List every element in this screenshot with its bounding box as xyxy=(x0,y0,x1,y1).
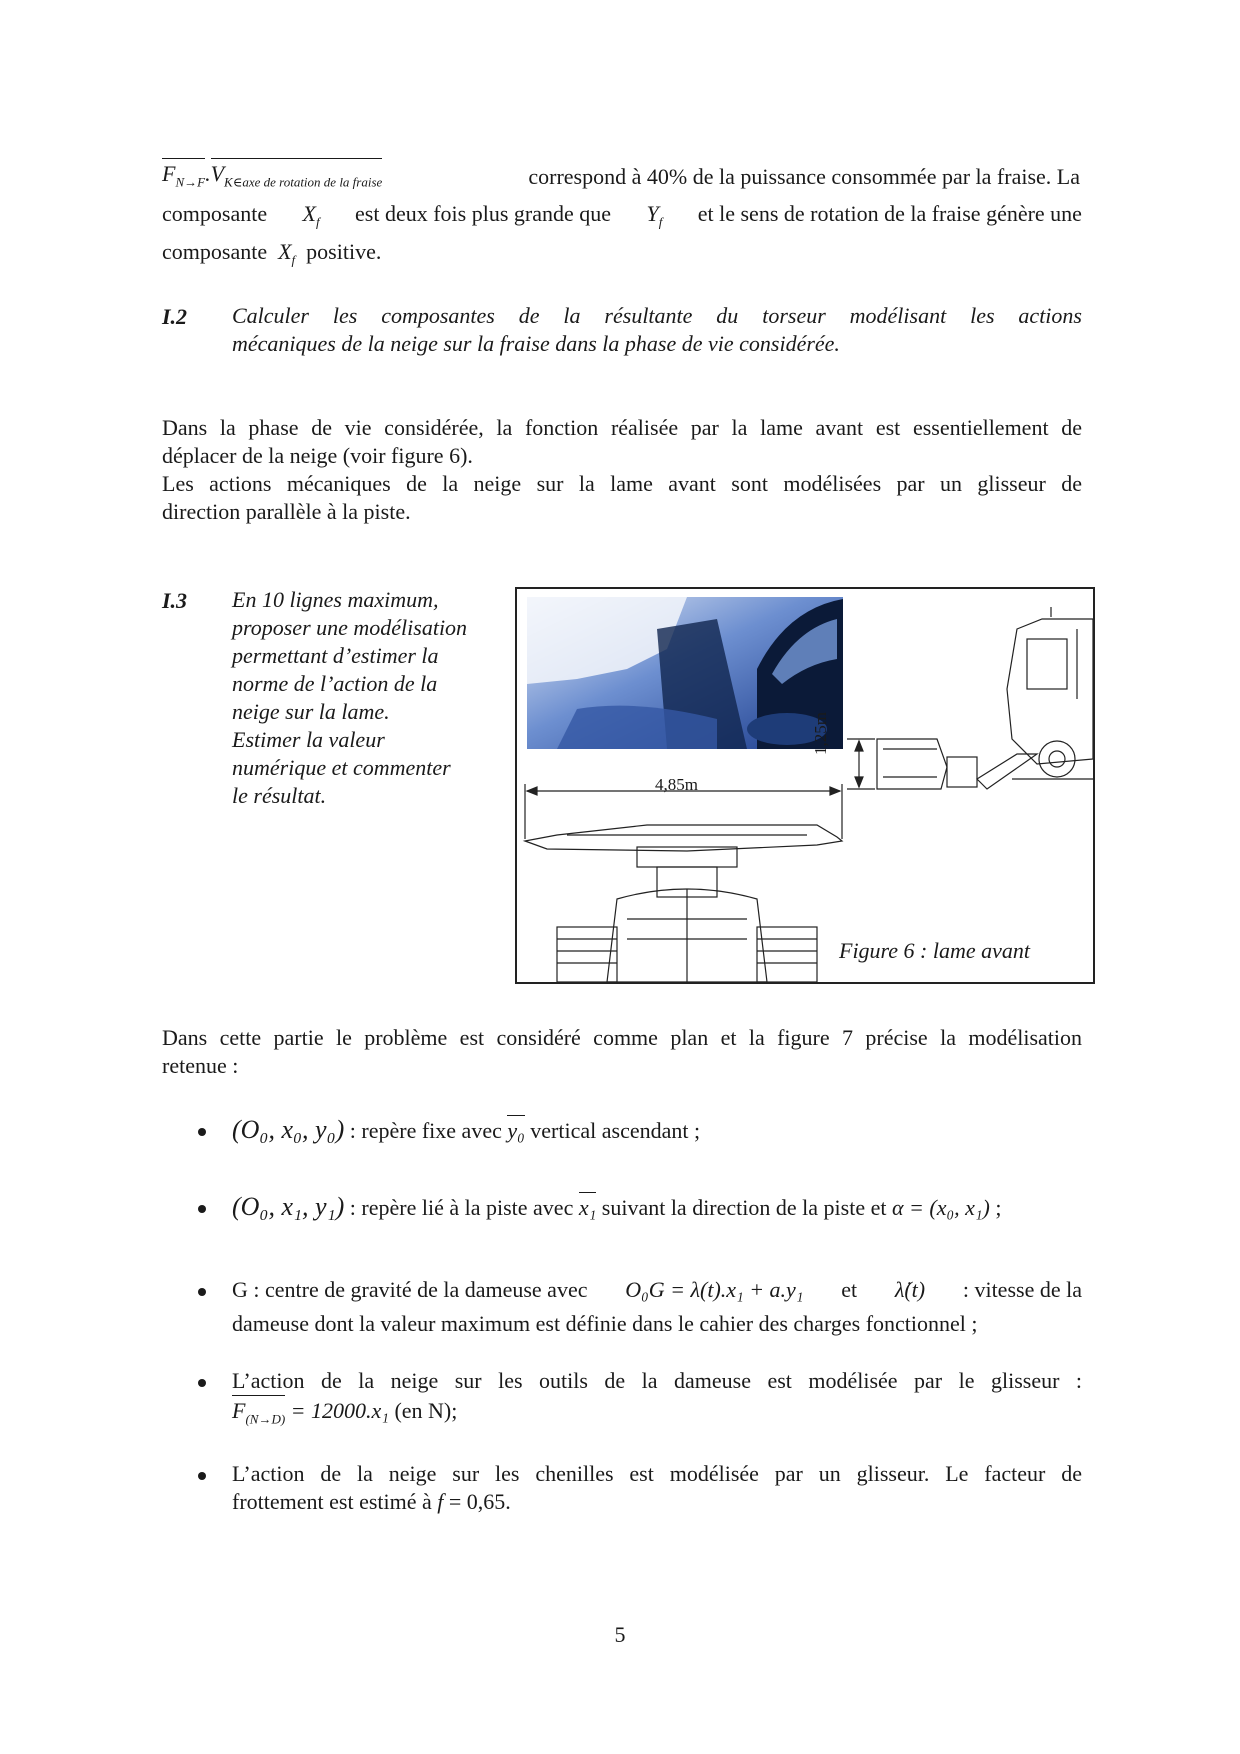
question-i2-line-2: mécaniques de la neige sur la fraise dans la phase de vie considérée. xyxy=(232,331,840,356)
og-equation: O₀G = λ(t).x₁ + a.y₁ xyxy=(625,1277,804,1302)
intro-line-1: $F_{N\to F}.V_{K\in axe de rotation de la fraise}$ xyxy=(162,160,1082,196)
bullet-1 xyxy=(198,1128,206,1136)
velocity-vector: $V_{K\in axe de rotation de la fraise}$ xyxy=(211,160,383,196)
bullet-3 xyxy=(198,1288,206,1296)
frame-o0-x1-y1: (O₀, x₁, y₁) xyxy=(232,1192,345,1221)
frame-o0-x0-y0: (O₀, x₀, y₀) xyxy=(232,1115,345,1144)
bullet-5 xyxy=(198,1472,206,1480)
question-label-i3: I.3 xyxy=(162,588,188,613)
bullet-2-text: (O₀, x₁, y₁) : repère lié à la piste avec x₁ suivant la direction de la piste et α = (x₀, x₁) ; xyxy=(232,1192,1002,1221)
question-i3-text: En 10 lignes maximum, proposer une modélisation permettant d’estimer la norme de l’action de la neige sur la lame. Estimer la valeur numérique et commenter le résultat. xyxy=(232,587,468,808)
bullet-5-line-2: frottement est estimé à f = 0,65. xyxy=(232,1489,511,1514)
figure-6 xyxy=(515,587,1095,984)
intro-line-1-text: correspond à 40% de la puissance consommée par la fraise. La xyxy=(528,164,1080,189)
question-label-i2: I.2 xyxy=(162,304,188,329)
figure-caption: Figure 6 : lame avant xyxy=(839,938,1031,963)
bullet-5-line-1: L’action de la neige sur les chenilles est modélisée par un glisseur. Le facteur de xyxy=(232,1461,1082,1486)
height-dimension xyxy=(847,739,875,789)
question-i2-line-1: Calculer les composantes de la résultante du torseur modélisant les actions xyxy=(232,303,1082,328)
height-label: 1,25m xyxy=(811,712,830,755)
bullet-3-line-2: dameuse dont la valeur maximum est définie dans le cahier des charges fonctionnel ; xyxy=(232,1311,978,1336)
intro-line-2: composante $X_f$ est deux fois plus grande que $Y_f$ et le sens de rotation de la fraise génère une xyxy=(162,201,1082,230)
snowplow-photo xyxy=(527,597,843,749)
page-number: 5 xyxy=(614,1622,626,1647)
paragraph-1-line-1: Dans la phase de vie considérée, la fonction réalisée par la lame avant est essentiellement de xyxy=(162,415,1082,440)
groomer-side-view xyxy=(877,607,1093,789)
bullet-4 xyxy=(198,1379,206,1387)
bullet-3-line-1: G : centre de gravité de la dameuse avec O₀G = λ(t).x₁ + a.y₁ et λ̇(t) : vitesse de la xyxy=(232,1277,1082,1302)
bullet-2 xyxy=(198,1205,206,1213)
blade-front-view xyxy=(525,825,842,982)
bullet-1-text: (O₀, x₀, y₀) : repère fixe avec y₀ vertical ascendant ; xyxy=(232,1115,701,1144)
bullet-4-line-2: $F_{(N\to D)} = 12000.x_1$ (en N); xyxy=(232,1397,1082,1433)
width-label: 4,85m xyxy=(655,775,698,794)
figure-6-drawing xyxy=(517,589,1093,982)
bullet-4-line-1: L’action de la neige sur les outils de la dameuse est modélisée par le glisseur : xyxy=(232,1368,1082,1393)
paragraph-1-line-2: déplacer de la neige (voir figure 6). xyxy=(162,443,473,468)
force-vector: $F_{N\to F}$ xyxy=(162,160,205,196)
paragraph-1-line-3: Les actions mécaniques de la neige sur la lame avant sont modélisées par un glisseur de xyxy=(162,471,1082,496)
intro-line-3: composante $X_f$ positive. xyxy=(162,239,382,268)
paragraph-2-line-1: Dans cette partie le problème est considéré comme plan et la figure 7 précise la modélisation xyxy=(162,1025,1082,1050)
paragraph-2-line-2: retenue : xyxy=(162,1053,239,1078)
paragraph-1-line-4: direction parallèle à la piste. xyxy=(162,499,411,524)
